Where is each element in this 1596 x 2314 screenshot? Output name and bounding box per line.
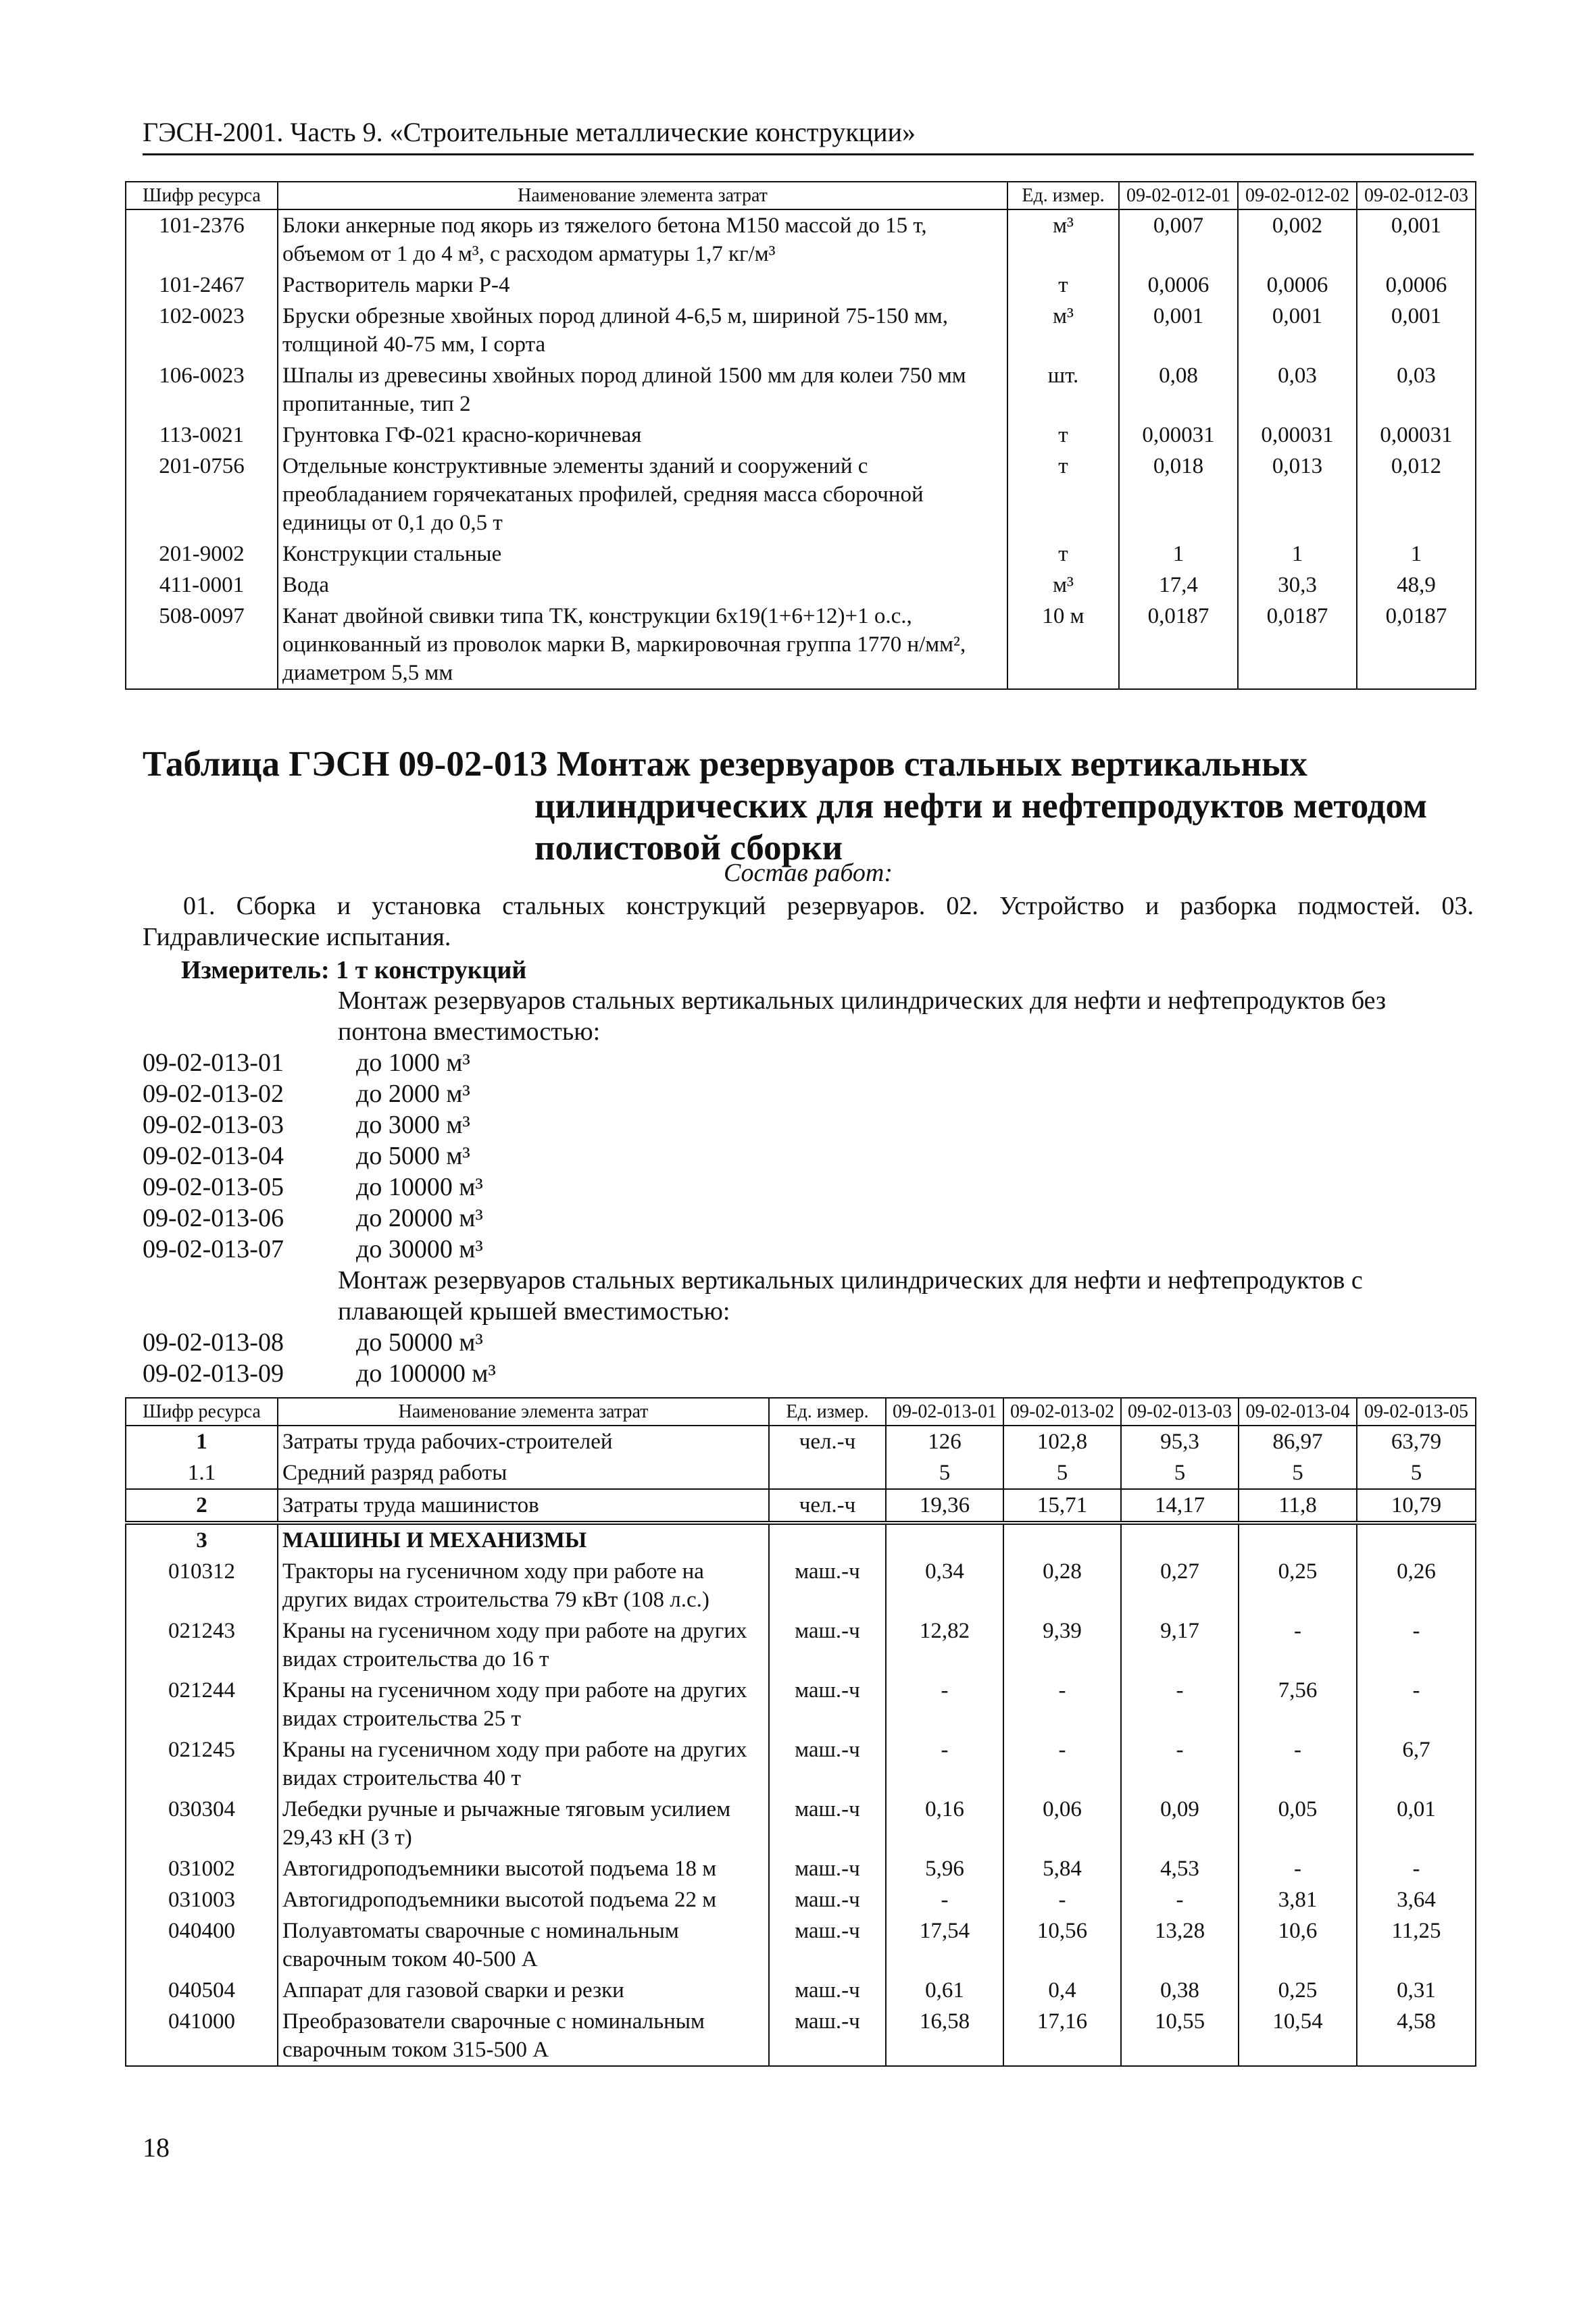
table-cell: 10,79: [1357, 1489, 1476, 1523]
table-cell: 10,56: [1003, 1915, 1121, 1975]
table-cell: 0,013: [1238, 451, 1357, 538]
table-cell: маш.-ч: [769, 1675, 886, 1734]
resource-name: Блоки анкерные под якорь из тяжелого бетона М150 массой до 15 т, объемом от 1 до 4 м³, с расходом арматуры 1,7 кг/м³: [278, 209, 1007, 270]
capacity: до 50000 м³: [356, 1328, 483, 1357]
column-header: 09-02-013-02: [1003, 1398, 1121, 1426]
table-cell: -: [1239, 1615, 1357, 1675]
table-row: [126, 420, 1476, 451]
table-cell: 0,012: [1357, 451, 1476, 538]
table-cell: 5: [1239, 1457, 1357, 1489]
table-cell: [1239, 1523, 1357, 1556]
resource-code: 031002: [126, 1853, 278, 1884]
table-row: [126, 601, 1476, 689]
resource-code: 041000: [126, 2006, 278, 2066]
table-cell: 0,27: [1121, 1556, 1239, 1615]
resource-name: Средний разряд работы: [278, 1457, 769, 1489]
table-cell: 5,84: [1003, 1853, 1121, 1884]
resource-code: 508-0097: [126, 601, 278, 689]
table-cell: -: [1121, 1734, 1239, 1794]
resource-code: 030304: [126, 1794, 278, 1853]
table-cell: 16,58: [886, 2006, 1003, 2066]
table-cell: 3,64: [1357, 1884, 1476, 1915]
table-cell: 13,28: [1121, 1915, 1239, 1975]
table-cell: 10,54: [1239, 2006, 1357, 2066]
resource-name: Бруски обрезные хвойных пород длиной 4-6,5 м, шириной 75-150 мм, толщиной 40-75 мм, I сорта: [278, 301, 1007, 360]
capacity: до 5000 м³: [356, 1142, 470, 1170]
table-cell: -: [1239, 1734, 1357, 1794]
table-cell: 0,0187: [1119, 601, 1238, 689]
table-row: [126, 1884, 1476, 1915]
resource-code: 411-0001: [126, 570, 278, 601]
table-row: [126, 209, 1476, 270]
table-cell: 0,00031: [1238, 420, 1357, 451]
page-header: ГЭСН-2001. Часть 9. «Строительные металлические конструкции»: [143, 116, 1474, 155]
table-cell: 15,71: [1003, 1489, 1121, 1523]
table-row: [126, 301, 1476, 360]
table-cell: м³: [1007, 301, 1119, 360]
table-cell: 7,56: [1239, 1675, 1357, 1734]
table-cell: 0,001: [1119, 301, 1238, 360]
group2-codes: [143, 1327, 496, 1389]
table-cell: -: [1357, 1615, 1476, 1675]
resource-code: 101-2467: [126, 270, 278, 301]
table-cell: 5: [1357, 1457, 1476, 1489]
table-cell: маш.-ч: [769, 1975, 886, 2006]
table-cell: 1: [1238, 538, 1357, 570]
table-cell: м³: [1007, 570, 1119, 601]
table-cell: 0,4: [1003, 1975, 1121, 2006]
resources-table-013: [125, 1397, 1476, 2067]
resource-code: 106-0023: [126, 360, 278, 420]
table-cell: -: [1003, 1675, 1121, 1734]
resource-code: 1.1: [126, 1457, 278, 1489]
code-item: [143, 1358, 496, 1389]
resource-name: Грунтовка ГФ-021 красно-коричневая: [278, 420, 1007, 451]
table-cell: 0,01: [1357, 1794, 1476, 1853]
table-row: [126, 1734, 1476, 1794]
table-cell: 0,38: [1121, 1975, 1239, 2006]
table-cell: 0,09: [1121, 1794, 1239, 1853]
table-row: [126, 2006, 1476, 2066]
norm-code: 09-02-013-08: [143, 1328, 284, 1357]
table-cell: -: [1239, 1853, 1357, 1884]
work-composition-text: 01. Сборка и установка стальных конструкций резервуаров. 02. Устройство и разборка подмостей. 03. Гидравлические испытания.: [143, 892, 1474, 951]
table-cell: 10,6: [1239, 1915, 1357, 1975]
norm-code: 09-02-013-05: [143, 1173, 284, 1201]
group2-description: Монтаж резервуаров стальных вертикальных цилиндрических для нефти и нефтепродуктов с плавающей крышей вместимостью:: [338, 1266, 1363, 1326]
table-cell: 0,25: [1239, 1975, 1357, 2006]
table-cell: 4,58: [1357, 2006, 1476, 2066]
table-cell: 0,00031: [1357, 420, 1476, 451]
table-cell: 5: [886, 1457, 1003, 1489]
table-row: [126, 1794, 1476, 1853]
code-item: [143, 1078, 483, 1109]
table-cell: -: [886, 1675, 1003, 1734]
resource-code: 1: [126, 1426, 278, 1457]
table-cell: 0,08: [1119, 360, 1238, 420]
resource-name: Краны на гусеничном ходу при работе на других видах строительства 25 т: [278, 1675, 769, 1734]
table-cell: -: [1357, 1675, 1476, 1734]
table-cell: 0,0006: [1119, 270, 1238, 301]
table-cell: 0,018: [1119, 451, 1238, 538]
table-cell: 0,16: [886, 1794, 1003, 1853]
table-cell: -: [1121, 1675, 1239, 1734]
table-row: [126, 1489, 1476, 1523]
resource-name: Отдельные конструктивные элементы зданий и сооружений с преобладанием горячекатаных профилей, средняя масса сборочной единицы от 0,1 до 0,5 т: [278, 451, 1007, 538]
table-cell: 1: [1119, 538, 1238, 570]
column-header: 09-02-012-03: [1357, 182, 1476, 209]
resource-code: 101-2376: [126, 209, 278, 270]
table-cell: т: [1007, 270, 1119, 301]
table-title: Таблица ГЭСН 09-02-013 Монтаж резервуаров стальных вертикальных цилиндрических для нефти и нефтепродуктов методом полистовой сборки: [143, 745, 1428, 867]
capacity: до 3000 м³: [356, 1111, 470, 1139]
table-row: [126, 1457, 1476, 1489]
group1-codes: [143, 1047, 483, 1265]
table-cell: 0,0006: [1357, 270, 1476, 301]
code-item: [143, 1172, 483, 1203]
capacity: до 100000 м³: [356, 1359, 496, 1388]
table-cell: -: [1121, 1884, 1239, 1915]
table-cell: 0,001: [1238, 301, 1357, 360]
column-header: 09-02-013-03: [1121, 1398, 1239, 1426]
resource-code: 102-0023: [126, 301, 278, 360]
capacity: до 1000 м³: [356, 1049, 470, 1077]
table-cell: маш.-ч: [769, 1734, 886, 1794]
norm-code: 09-02-013-07: [143, 1235, 284, 1263]
column-header: Шифр ресурса: [126, 1398, 278, 1426]
resource-name: Конструкции стальные: [278, 538, 1007, 570]
capacity: до 20000 м³: [356, 1204, 483, 1232]
table-cell: 0,28: [1003, 1556, 1121, 1615]
norm-code: 09-02-013-03: [143, 1111, 284, 1139]
column-header: Наименование элемента затрат: [278, 182, 1007, 209]
table-cell: 10 м: [1007, 601, 1119, 689]
table-cell: 0,001: [1357, 209, 1476, 270]
table-row: [126, 1556, 1476, 1615]
group1-description: Монтаж резервуаров стальных вертикальных цилиндрических для нефти и нефтепродуктов без понтона вместимостью:: [338, 986, 1387, 1046]
table-cell: 3,81: [1239, 1884, 1357, 1915]
table-cell: чел.-ч: [769, 1489, 886, 1523]
resource-code: 031003: [126, 1884, 278, 1915]
table-cell: 0,31: [1357, 1975, 1476, 2006]
code-item: [143, 1140, 483, 1172]
column-header: 09-02-012-01: [1119, 182, 1238, 209]
table-row: [126, 1853, 1476, 1884]
resource-name: Лебедки ручные и рычажные тяговым усилием 29,43 кН (3 т): [278, 1794, 769, 1853]
table-cell: 5: [1121, 1457, 1239, 1489]
capacity: до 2000 м³: [356, 1080, 470, 1108]
column-header: 09-02-013-05: [1357, 1398, 1476, 1426]
resource-code: 021243: [126, 1615, 278, 1675]
table-cell: 17,16: [1003, 2006, 1121, 2066]
resource-name: Автогидроподъемники высотой подъема 18 м: [278, 1853, 769, 1884]
table-row: [126, 538, 1476, 570]
column-header: Наименование элемента затрат: [278, 1398, 769, 1426]
table-row: [126, 1523, 1476, 1556]
table-cell: 0,03: [1357, 360, 1476, 420]
table-cell: 0,002: [1238, 209, 1357, 270]
table-cell: шт.: [1007, 360, 1119, 420]
resource-code: 201-0756: [126, 451, 278, 538]
table-row: [126, 270, 1476, 301]
table-cell: 9,17: [1121, 1615, 1239, 1675]
table-cell: маш.-ч: [769, 1794, 886, 1853]
table-cell: 11,8: [1239, 1489, 1357, 1523]
table-cell: 9,39: [1003, 1615, 1121, 1675]
resource-name: Растворитель марки Р-4: [278, 270, 1007, 301]
table-cell: -: [1003, 1884, 1121, 1915]
table-cell: 0,0006: [1238, 270, 1357, 301]
table-cell: [1357, 1523, 1476, 1556]
norm-code: 09-02-013-09: [143, 1359, 284, 1388]
column-header: Ед. измер.: [1007, 182, 1119, 209]
table-cell: 10,55: [1121, 2006, 1239, 2066]
table-row: [126, 360, 1476, 420]
resource-name: Шпалы из древесины хвойных пород длиной 1500 мм для колеи 750 мм пропитанные, тип 2: [278, 360, 1007, 420]
table-cell: 19,36: [886, 1489, 1003, 1523]
resource-name: Затраты труда рабочих-строителей: [278, 1426, 769, 1457]
table-cell: 0,61: [886, 1975, 1003, 2006]
table-cell: 0,0187: [1238, 601, 1357, 689]
code-item: [143, 1047, 483, 1078]
table-cell: 30,3: [1238, 570, 1357, 601]
resource-name: Затраты труда машинистов: [278, 1489, 769, 1523]
table-cell: 0,007: [1119, 209, 1238, 270]
resources-table-012: [125, 181, 1476, 690]
table-cell: маш.-ч: [769, 1556, 886, 1615]
table-cell: 0,25: [1239, 1556, 1357, 1615]
table-cell: чел.-ч: [769, 1426, 886, 1457]
norm-code: 09-02-013-04: [143, 1142, 284, 1170]
table-cell: -: [1003, 1734, 1121, 1794]
code-item: [143, 1327, 496, 1358]
table-cell: м³: [1007, 209, 1119, 270]
table-cell: 63,79: [1357, 1426, 1476, 1457]
table-cell: 5,96: [886, 1853, 1003, 1884]
resource-code: 010312: [126, 1556, 278, 1615]
table-cell: т: [1007, 538, 1119, 570]
table-cell: 0,001: [1357, 301, 1476, 360]
resource-name: МАШИНЫ И МЕХАНИЗМЫ: [278, 1523, 769, 1556]
resource-code: 113-0021: [126, 420, 278, 451]
code-item: [143, 1203, 483, 1234]
table-row: [126, 1975, 1476, 2006]
norm-code: 09-02-013-02: [143, 1080, 284, 1108]
table-cell: маш.-ч: [769, 1884, 886, 1915]
table-cell: маш.-ч: [769, 1915, 886, 1975]
resource-name: Автогидроподъемники высотой подъема 22 м: [278, 1884, 769, 1915]
table-cell: 6,7: [1357, 1734, 1476, 1794]
table-cell: 4,53: [1121, 1853, 1239, 1884]
resource-code: 2: [126, 1489, 278, 1523]
column-header: Ед. измер.: [769, 1398, 886, 1426]
measurement-unit: Измеритель: 1 т конструкций: [181, 956, 527, 984]
table-cell: [886, 1523, 1003, 1556]
table-cell: 0,05: [1239, 1794, 1357, 1853]
table-cell: 0,0187: [1357, 601, 1476, 689]
table-row: [126, 451, 1476, 538]
table-cell: маш.-ч: [769, 2006, 886, 2066]
table-cell: 17,54: [886, 1915, 1003, 1975]
table-cell: 17,4: [1119, 570, 1238, 601]
table-cell: 0,00031: [1119, 420, 1238, 451]
code-item: [143, 1234, 483, 1265]
resource-name: Полуавтоматы сварочные с номинальным сварочным током 40-500 А: [278, 1915, 769, 1975]
table-cell: 48,9: [1357, 570, 1476, 601]
code-item: [143, 1109, 483, 1140]
capacity: до 10000 м³: [356, 1173, 483, 1201]
resource-name: Тракторы на гусеничном ходу при работе на других видах строительства 79 кВт (108 л.с.): [278, 1556, 769, 1615]
resource-name: Аппарат для газовой сварки и резки: [278, 1975, 769, 2006]
resource-code: 021244: [126, 1675, 278, 1734]
resource-name: Вода: [278, 570, 1007, 601]
table-cell: т: [1007, 451, 1119, 538]
table-cell: 86,97: [1239, 1426, 1357, 1457]
norm-code: 09-02-013-01: [143, 1049, 284, 1077]
resource-code: 021245: [126, 1734, 278, 1794]
table-cell: -: [886, 1884, 1003, 1915]
column-header: Шифр ресурса: [126, 182, 278, 209]
resource-code: 201-9002: [126, 538, 278, 570]
table-cell: [1121, 1523, 1239, 1556]
norm-code: 09-02-013-06: [143, 1204, 284, 1232]
capacity: до 30000 м³: [356, 1235, 483, 1263]
table-cell: 102,8: [1003, 1426, 1121, 1457]
table-cell: -: [886, 1734, 1003, 1794]
table-cell: -: [1357, 1853, 1476, 1884]
table-cell: 0,03: [1238, 360, 1357, 420]
table-cell: 5: [1003, 1457, 1121, 1489]
table-cell: 0,26: [1357, 1556, 1476, 1615]
table-cell: [769, 1457, 886, 1489]
resource-code: 040400: [126, 1915, 278, 1975]
page-number: 18: [143, 2132, 170, 2163]
resource-name: Краны на гусеничном ходу при работе на других видах строительства 40 т: [278, 1734, 769, 1794]
table-cell: [1003, 1523, 1121, 1556]
table-cell: 0,34: [886, 1556, 1003, 1615]
table-row: [126, 1426, 1476, 1457]
table-cell: маш.-ч: [769, 1853, 886, 1884]
table-cell: маш.-ч: [769, 1615, 886, 1675]
table-cell: 0,06: [1003, 1794, 1121, 1853]
table-cell: 126: [886, 1426, 1003, 1457]
column-header: 09-02-012-02: [1238, 182, 1357, 209]
table-row: [126, 1615, 1476, 1675]
column-header: 09-02-013-01: [886, 1398, 1003, 1426]
table-cell: [769, 1523, 886, 1556]
table-row: [126, 1675, 1476, 1734]
table-cell: 12,82: [886, 1615, 1003, 1675]
resource-name: Краны на гусеничном ходу при работе на других видах строительства до 16 т: [278, 1615, 769, 1675]
resource-name: Преобразователи сварочные с номинальным сварочным током 315-500 А: [278, 2006, 769, 2066]
work-composition-label: Состав работ:: [723, 859, 893, 887]
table-cell: 1: [1357, 538, 1476, 570]
column-header: 09-02-013-04: [1239, 1398, 1357, 1426]
table-cell: 11,25: [1357, 1915, 1476, 1975]
table-cell: 14,17: [1121, 1489, 1239, 1523]
table-row: [126, 570, 1476, 601]
table-cell: 95,3: [1121, 1426, 1239, 1457]
resource-code: 040504: [126, 1975, 278, 2006]
table-cell: т: [1007, 420, 1119, 451]
table-row: [126, 1915, 1476, 1975]
resource-code: 3: [126, 1523, 278, 1556]
resource-name: Канат двойной свивки типа ТК, конструкции 6х19(1+6+12)+1 о.с., оцинкованный из проволок марки В, маркировочная группа 1770 н/мм², диаметром 5,5 мм: [278, 601, 1007, 689]
